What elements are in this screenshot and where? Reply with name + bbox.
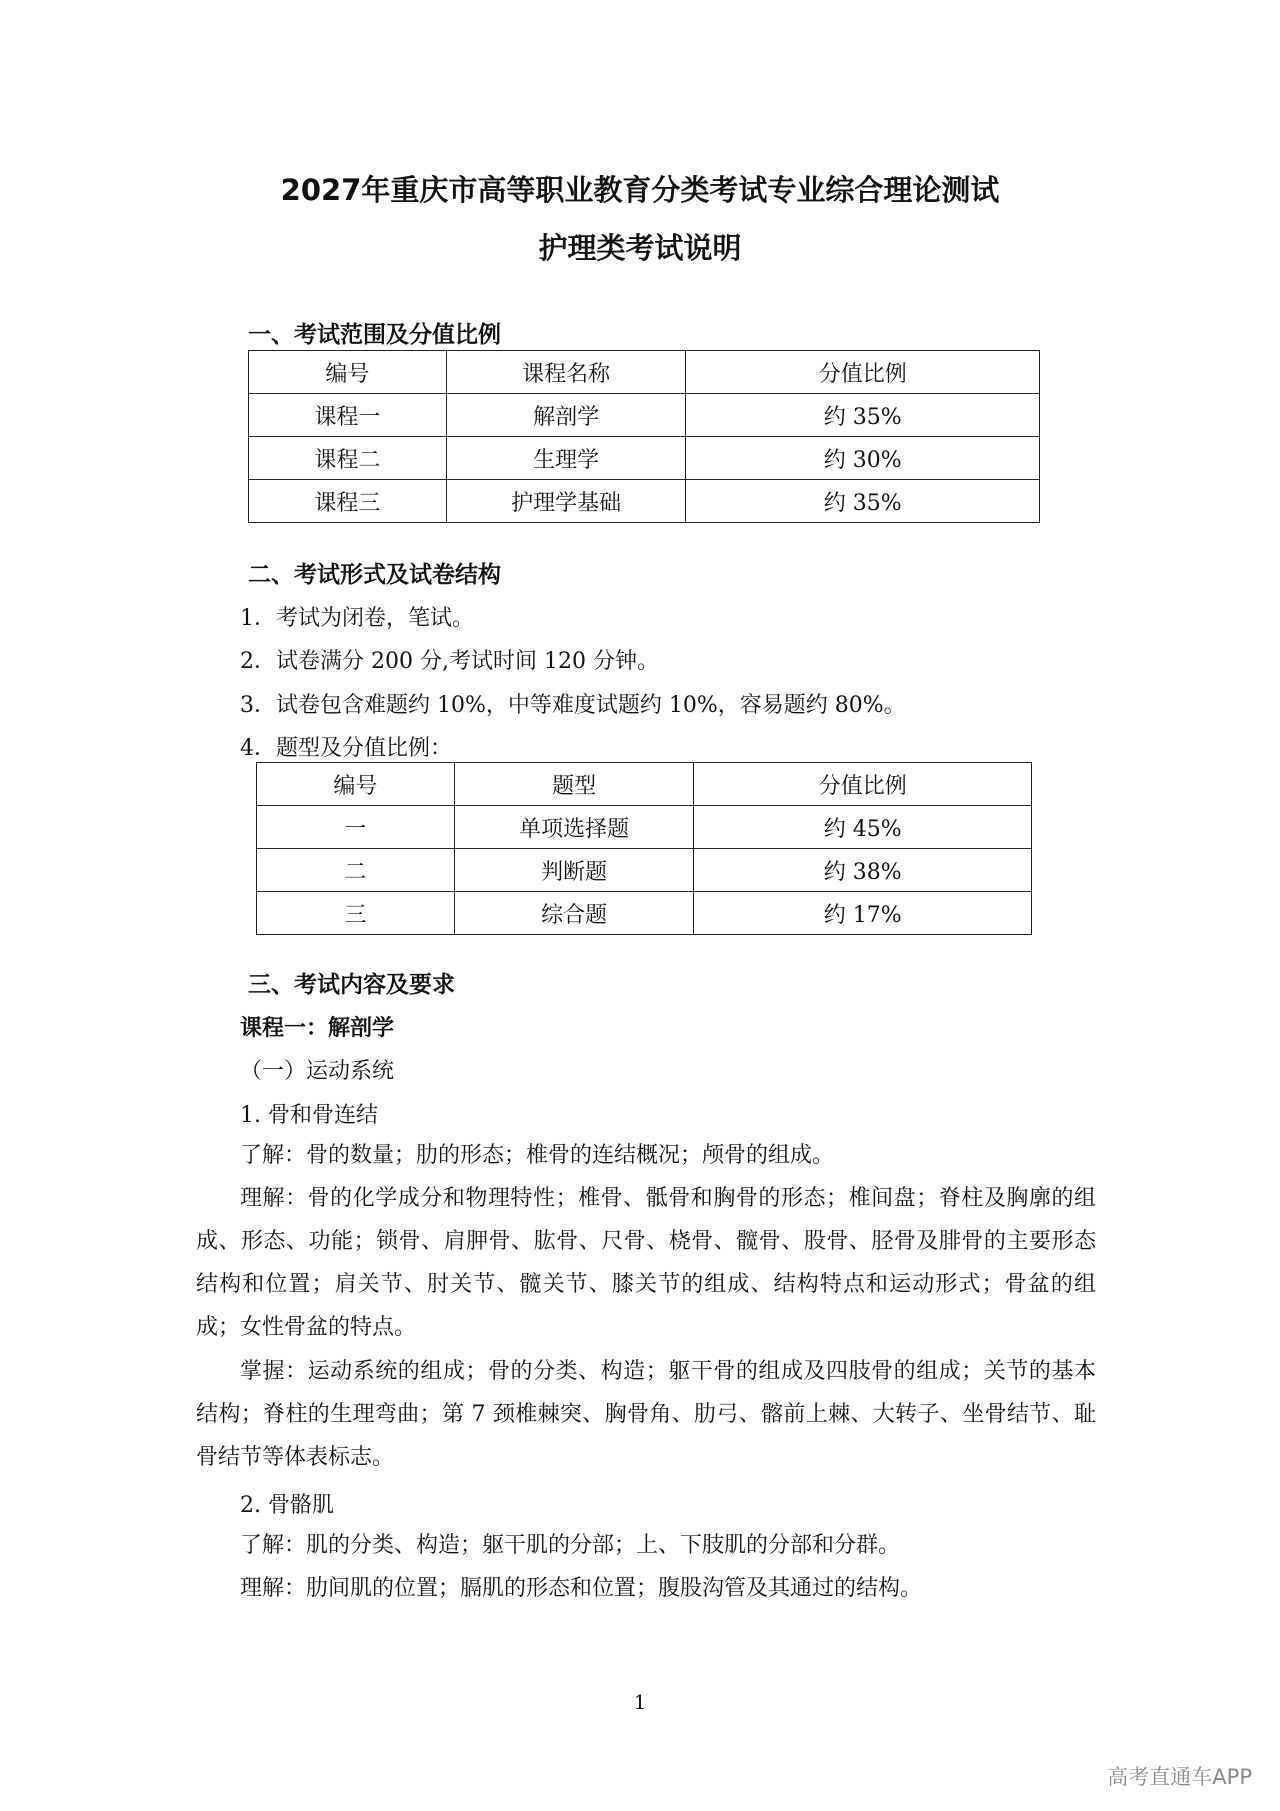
table-header-row bbox=[249, 351, 1040, 394]
table-row bbox=[257, 849, 1032, 892]
table-cell: 判断题 bbox=[454, 849, 694, 892]
exam-item-3: 3．试卷包含难题约 10%，中等难度试题约 10%，容易题约 80%。 bbox=[240, 693, 906, 718]
header-cell: 编号 bbox=[257, 763, 455, 806]
watermark: 高考直通车APP bbox=[1107, 1765, 1252, 1789]
requirement-paragraph: 了解：骨的数量；肋的形态；椎骨的连结概况；颅骨的组成。 bbox=[240, 1143, 835, 1168]
requirement-paragraph: 理解：肋间肌的位置；膈肌的形态和位置；腹股沟管及其通过的结构。 bbox=[240, 1576, 923, 1601]
header-cell: 题型 bbox=[454, 763, 694, 806]
table-cell: 课程二 bbox=[249, 437, 447, 480]
table-cell: 约 30% bbox=[686, 437, 1040, 480]
table-cell: 解剖学 bbox=[446, 394, 686, 437]
table-cell: 约 35% bbox=[686, 394, 1040, 437]
exam-item-1: 1．考试为闭卷，笔试。 bbox=[240, 606, 474, 631]
header-cell: 分值比例 bbox=[686, 351, 1040, 394]
table-cell: 单项选择题 bbox=[454, 806, 694, 849]
table-cell: 一 bbox=[257, 806, 455, 849]
table-cell: 约 45% bbox=[694, 806, 1032, 849]
header-cell: 课程名称 bbox=[446, 351, 686, 394]
table-header-row bbox=[257, 763, 1032, 806]
table-cell: 课程三 bbox=[249, 480, 447, 523]
document-title: 2027年重庆市高等职业教育分类考试专业综合理论测试 bbox=[280, 173, 1000, 207]
course-heading: 课程一：解剖学 bbox=[240, 1016, 395, 1041]
table-cell: 约 35% bbox=[686, 480, 1040, 523]
table-row bbox=[249, 394, 1040, 437]
topic-heading: 2. 骨骼肌 bbox=[240, 1493, 334, 1518]
header-cell: 编号 bbox=[249, 351, 447, 394]
table-cell: 综合题 bbox=[454, 892, 694, 935]
table-cell: 生理学 bbox=[446, 437, 686, 480]
table-cell: 课程一 bbox=[249, 394, 447, 437]
exam-item-4: 4．题型及分值比例： bbox=[240, 736, 452, 761]
course-weight-table bbox=[248, 350, 1040, 523]
topic-heading: 1. 骨和骨连结 bbox=[240, 1103, 378, 1128]
table-cell: 三 bbox=[257, 892, 455, 935]
table-cell: 约 17% bbox=[694, 892, 1032, 935]
requirement-paragraph: 理解：骨的化学成分和物理特性；椎骨、骶骨和胸骨的形态；椎间盘；脊柱及胸廓的组成、形态、功能；锁骨、肩胛骨、肱骨、尺骨、桡骨、髋骨、股骨、胫骨及腓骨的主要形态结构和位置；肩关节、肘关节、髋关节、膝关节的组成、结构特点和运动形式；骨盆的组成；女性骨盆的特点。 bbox=[196, 1186, 1096, 1340]
exam-item-2: 2．试卷满分 200 分,考试时间 120 分钟。 bbox=[240, 649, 659, 674]
table-row bbox=[249, 480, 1040, 523]
table-row bbox=[257, 806, 1032, 849]
page-number: 1 bbox=[633, 1690, 647, 1714]
section3-heading: 三、考试内容及要求 bbox=[248, 972, 455, 998]
chapter-heading: （一）运动系统 bbox=[240, 1059, 395, 1084]
table-row bbox=[249, 437, 1040, 480]
table-cell: 护理学基础 bbox=[446, 480, 686, 523]
document-subtitle: 护理类考试说明 bbox=[538, 231, 742, 265]
section1-heading: 一、考试范围及分值比例 bbox=[248, 322, 501, 348]
header-cell: 分值比例 bbox=[694, 763, 1032, 806]
requirement-paragraph: 了解：肌的分类、构造；躯干肌的分部；上、下肢肌的分部和分群。 bbox=[240, 1533, 901, 1558]
table-cell: 约 38% bbox=[694, 849, 1032, 892]
question-type-table bbox=[256, 762, 1032, 935]
section2-heading: 二、考试形式及试卷结构 bbox=[248, 562, 501, 588]
requirement-paragraph: 掌握：运动系统的组成；骨的分类、构造；躯干骨的组成及四肢骨的组成；关节的基本结构；脊柱的生理弯曲；第 7 颈椎棘突、胸骨角、肋弓、髂前上棘、大转子、坐骨结节、耻骨结节等体表标志。 bbox=[196, 1359, 1096, 1470]
table-row bbox=[257, 892, 1032, 935]
table-cell: 二 bbox=[257, 849, 455, 892]
